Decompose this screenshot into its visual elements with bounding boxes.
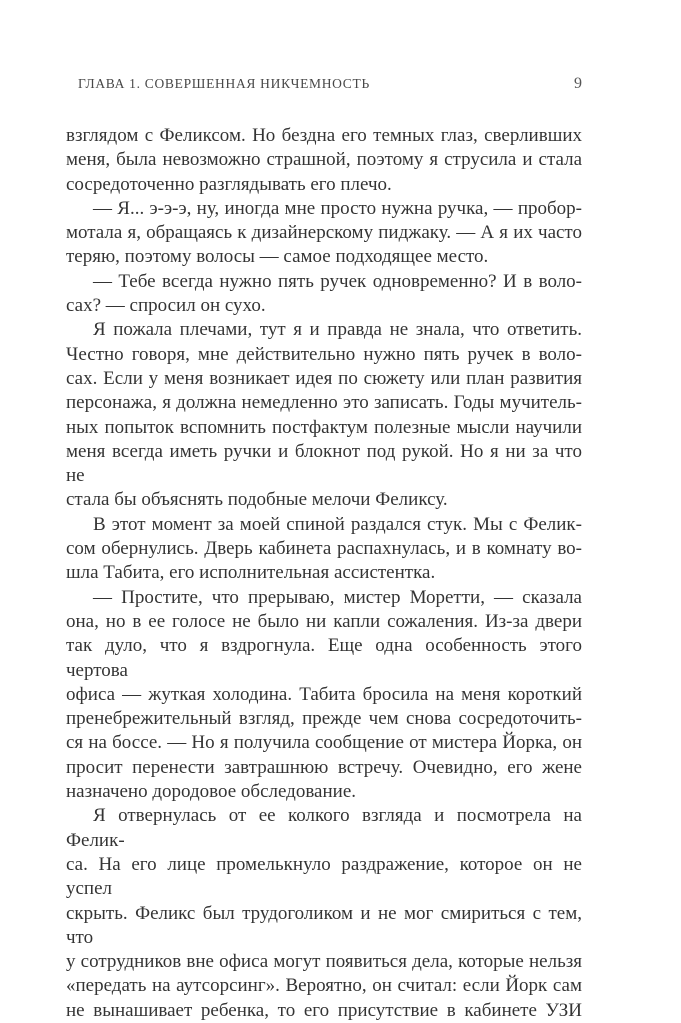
text-line: шла Табита, его исполнительная ассистентка.	[66, 562, 436, 584]
text-line: В этот момент за моей спиной раздался стук. Мы с Фелик-	[93, 513, 582, 535]
text-line: взглядом с Феликсом. Но бездна его темных глаз, сверливших	[66, 125, 582, 146]
text-line: сах. Если у меня возникает идея по сюжету или план развития	[66, 367, 582, 389]
text-line: меня всегда иметь ручки и блокнот под рукой. Но я ни за что не	[66, 440, 582, 487]
text-line: ных попыток вспомнить постфактум полезные мысли научили	[66, 416, 582, 438]
text-line: назначено дородовое обследование.	[66, 781, 357, 803]
text-line: Я пожала плечами, тут я и правда не знала, что ответить.	[93, 319, 582, 341]
text-line: не вынашивает ребенка, то его присутствие в кабинете УЗИ	[66, 999, 582, 1021]
text-line: стала бы объяснять подобные мелочи Феликсу.	[66, 489, 448, 511]
text-line: теряю, поэтому волосы — самое подходящее место.	[66, 246, 489, 268]
text-line: скрыть. Феликс был трудоголиком и не мог смириться с тем, что	[66, 902, 582, 948]
text-line: у сотрудников вне офиса могут появиться дела, которые нельзя	[66, 951, 582, 973]
paragraph	[66, 318, 582, 512]
paragraph	[66, 513, 582, 586]
text-line: ся на боссе. — Но я получила сообщение от мистера Йорка, он	[66, 732, 582, 754]
paragraph	[66, 804, 582, 1023]
running-header	[66, 75, 582, 93]
chapter-title: ГЛАВА 1. СОВЕРШЕННАЯ НИКЧЕМНОСТЬ	[78, 76, 370, 91]
paragraph	[66, 124, 582, 197]
text-line: персонажа, я должна немедленно это записать. Годы мучитель-	[66, 392, 582, 414]
text-line: «передать на аутсорсинг». Вероятно, он считал: если Йорк сам	[66, 975, 582, 997]
text-line: — Простите, что прерываю, мистер Моретти, — сказала	[93, 586, 582, 608]
text-line: сом обернулись. Дверь кабинета распахнулась, и в комнату во-	[66, 538, 582, 560]
text-line: сосредоточенно разглядывать его плечо.	[66, 173, 392, 195]
paragraph	[66, 197, 582, 270]
text-line: мотала я, обращаясь к дизайнерскому пиджаку. — А я их часто	[66, 222, 582, 244]
text-line: Честно говоря, мне действительно нужно пять ручек в воло-	[66, 343, 582, 365]
text-line: Я отвернулась от ее колкого взгляда и посмотрела на Фелик-	[66, 805, 582, 851]
text-line: офиса — жуткая холодина. Табита бросила на меня короткий	[66, 683, 582, 705]
paragraph	[66, 586, 582, 805]
text-line: просит перенести завтрашнюю встречу. Очевидно, его жене	[66, 756, 582, 778]
paragraph	[66, 270, 582, 319]
text-block	[66, 124, 582, 1023]
text-line: — Тебе всегда нужно пять ручек одновременно? И в воло-	[93, 270, 582, 292]
text-line: сах? — спросил он сухо.	[66, 295, 266, 317]
text-line: меня, была невозможно страшной, поэтому я струсила и стала	[66, 149, 582, 171]
page-number: 9	[574, 75, 582, 92]
text-line: пренебрежительный взгляд, прежде чем снова сосредоточить-	[66, 708, 582, 730]
text-line: — Я... э-э-э, ну, иногда мне просто нужна ручка, — пробор-	[93, 197, 582, 219]
text-line: так дуло, что я вздрогнула. Еще одна особенность этого чертова	[66, 635, 582, 681]
text-line: она, но в ее голосе не было ни капли сожаления. Из-за двери	[66, 610, 582, 632]
text-line: са. На его лице промелькнуло раздражение, которое он не успел	[66, 853, 582, 900]
